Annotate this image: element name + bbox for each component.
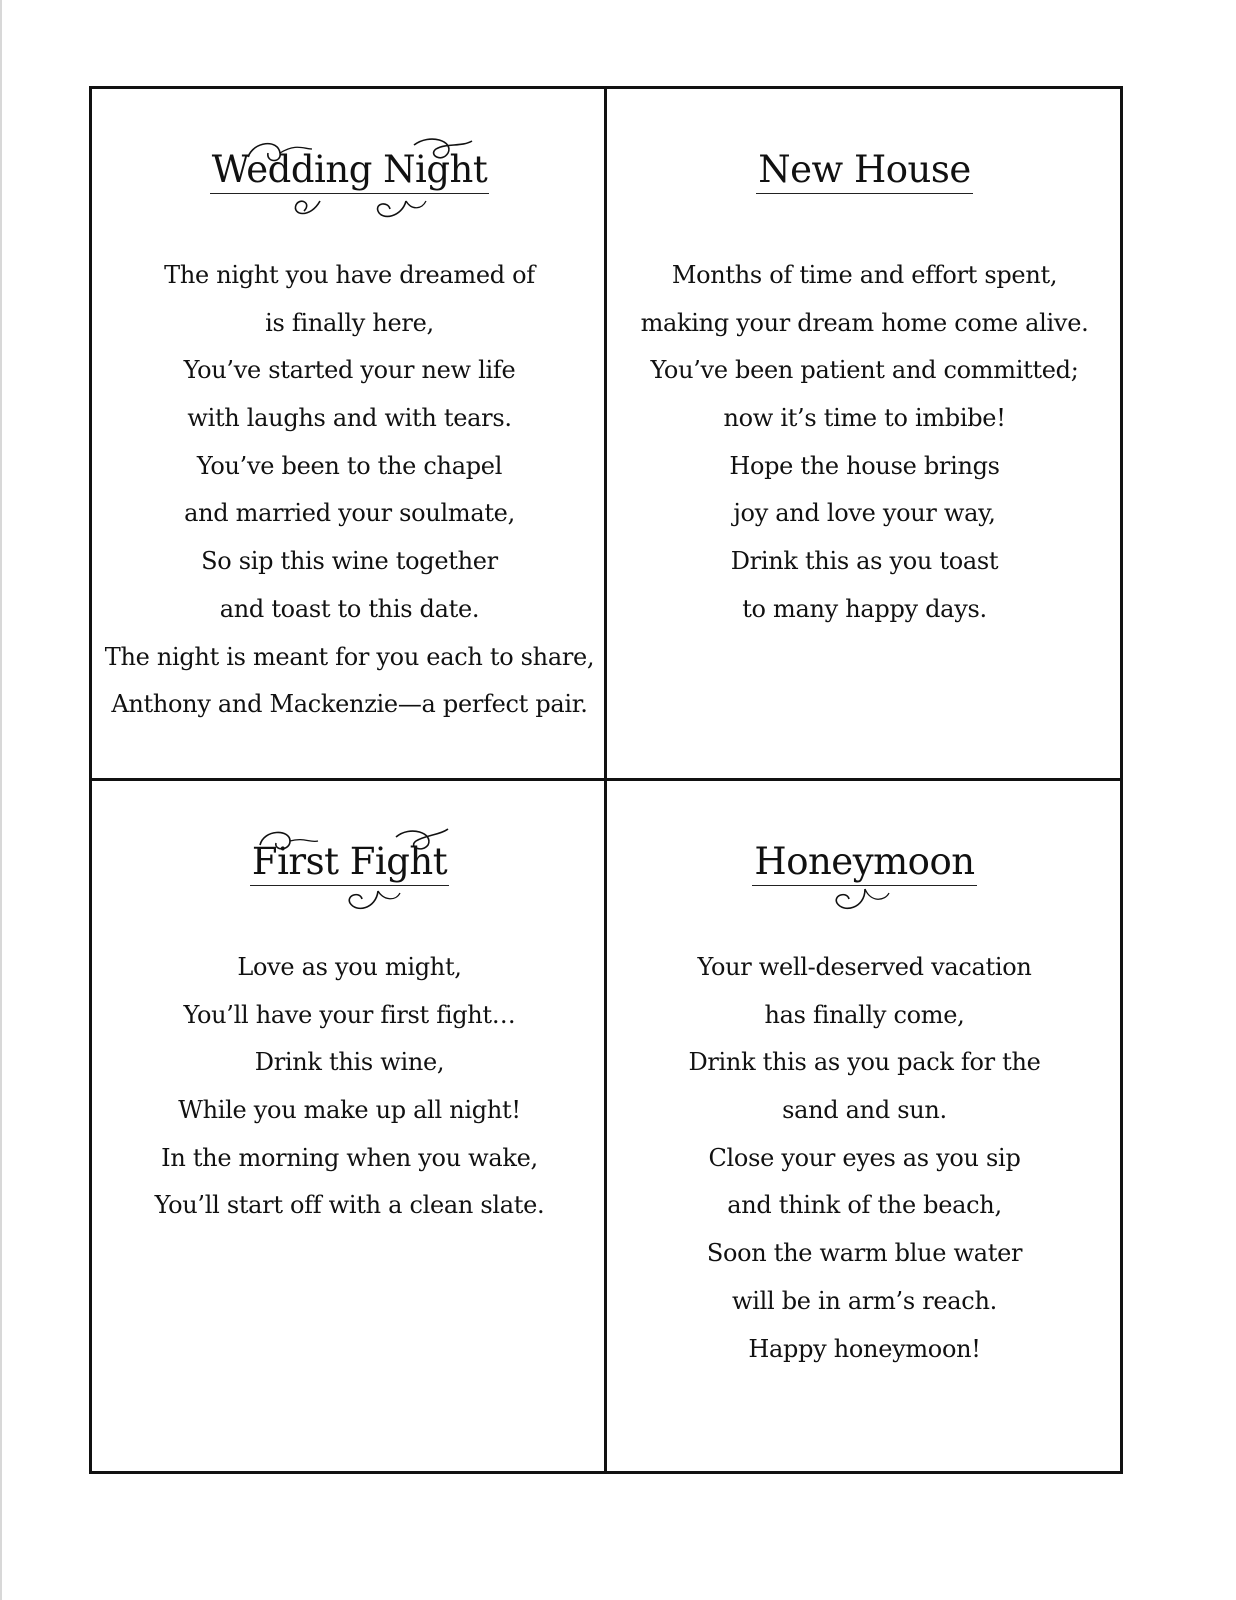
poem-line: to many happy days. [742, 594, 987, 623]
poem-line: has finally come, [764, 1000, 965, 1029]
card-title-area [607, 131, 1122, 231]
poem-line: is finally here, [265, 308, 434, 337]
poem-line: Hope the house brings [729, 451, 1000, 480]
poem [607, 252, 1122, 634]
poem-line: While you make up all night! [178, 1096, 521, 1125]
poem-line: Months of time and effort spent, [671, 261, 1058, 289]
poem-line: sand and sun. [782, 1096, 947, 1125]
poem-line: In the morning when you wake, [161, 1143, 538, 1172]
poem-line: You’ve been patient and committed; [650, 356, 1079, 385]
card-title: Honeymoon [752, 841, 976, 886]
poem-line: Your well-deserved vacation [697, 953, 1032, 981]
poem-line: and think of the beach, [727, 1191, 1002, 1220]
card-grid [89, 86, 1123, 1474]
card-title-area [92, 131, 607, 231]
poem-line: The night you have dreamed of [164, 261, 535, 289]
card-first-fight [92, 781, 607, 1473]
card-title-area [607, 823, 1122, 923]
poem-line: You’ll start off with a clean slate. [154, 1191, 545, 1220]
poem [607, 944, 1122, 1373]
poem-line: with laughs and with tears. [187, 404, 512, 433]
card-title-area [92, 823, 607, 923]
poem-line: joy and love your way, [733, 499, 996, 528]
poem-line: You’ll have your first fight… [183, 1000, 516, 1029]
poem-line: Happy honeymoon! [748, 1334, 981, 1363]
card-new-house [607, 89, 1122, 781]
poem-line: and toast to this date. [219, 594, 480, 623]
poem-line: Drink this wine, [254, 1048, 445, 1077]
poem-line: will be in arm’s reach. [732, 1286, 997, 1315]
poem-line: Drink this as you pack for the [688, 1048, 1041, 1077]
card-honeymoon [607, 781, 1122, 1473]
card-title: New House [756, 149, 972, 194]
poem-line: and married your soulmate, [184, 499, 515, 528]
card-title: Wedding Night [210, 149, 489, 194]
poem-line: You’ve been to the chapel [196, 451, 503, 480]
card-title: First Fight [250, 841, 449, 886]
poem-line: So sip this wine together [201, 547, 498, 576]
poem-line: Drink this as you toast [730, 547, 999, 576]
poem-line: The night is meant for you each to share, [104, 642, 595, 671]
poem [92, 944, 607, 1230]
poem-line: Soon the warm blue water [706, 1239, 1023, 1268]
page-edge [0, 0, 2, 1600]
card-wedding-night [92, 89, 607, 781]
poem-line: Anthony and Mackenzie—a perfect pair. [111, 690, 588, 719]
poem [92, 252, 607, 729]
poem-line: Close your eyes as you sip [708, 1143, 1021, 1172]
poem-line: You’ve started your new life [183, 356, 516, 385]
poem-line: Love as you might, [237, 953, 462, 981]
poem-line: now it’s time to imbibe! [723, 404, 1006, 433]
poem-line: making your dream home come alive. [640, 308, 1089, 337]
